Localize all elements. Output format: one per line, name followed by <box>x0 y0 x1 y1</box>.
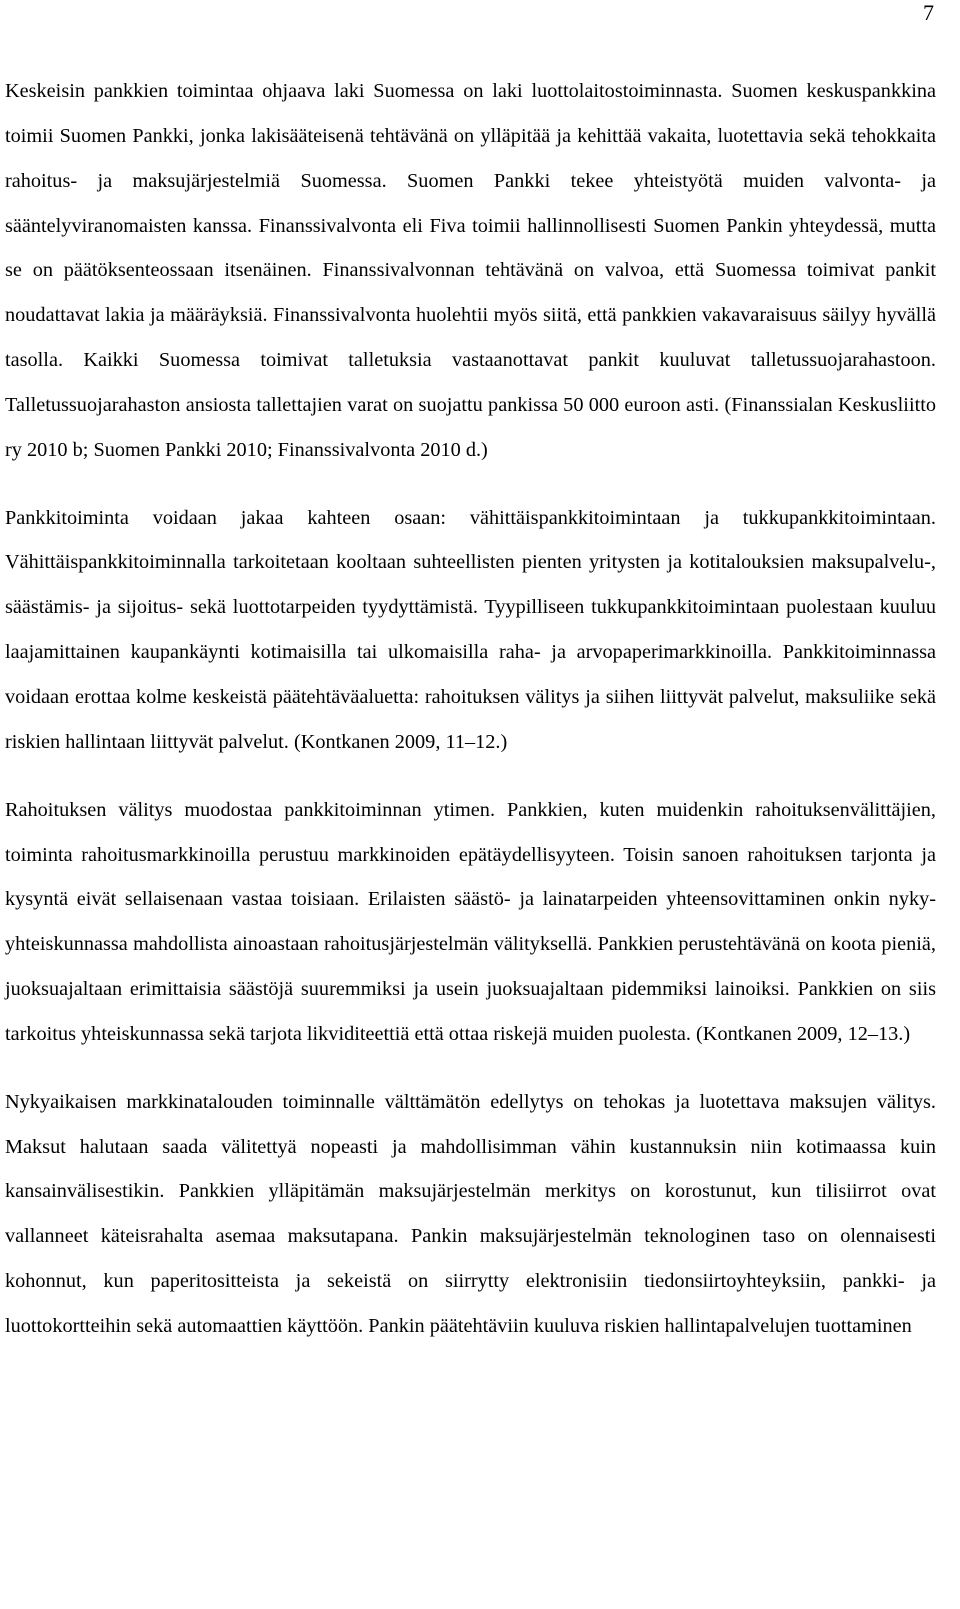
paragraph-payment-transfer: Nykyaikaisen markkinatalouden toiminnalle välttämätön edellytys on tehokas ja luotettava maksujen välitys. Maksut halutaan saada välitettyä nopeasti ja mahdollisimman vähin kustannuksin niin kotimaassa kuin kansainvälisestikin. Pankkien ylläpitämän maksujärjestelmän merkitys on korostunut, kun tilisiirrot ovat vallanneet käteisrahalta asemaa maksutapana. Pankin maksujärjestelmän teknologinen taso on olennaisesti kohonnut, kun paperitositteista ja sekeistä on siirrytty elektronisiin tiedonsiirtoyhteyksiin, pankki- ja luottokortteihin sekä automaattien käyttöön. Pankin päätehtäviin kuuluva riskien hallintapalvelujen tuottaminen <box>5 1090 936 1337</box>
paragraph-banking-types: Pankkitoiminta voidaan jakaa kahteen osaan: vähittäispankkitoimintaan ja tukkupankkitoimintaan. Vähittäispankkitoiminnalla tarkoitetaan kooltaan suhteellisten pienten yritysten ja kotitalouksien maksupalvelu-, säästämis- ja sijoitus- sekä luottotarpeiden tyydyttämistä. Tyypilliseen tukkupankkitoimintaan puolestaan kuuluu laajamittainen kaupankäynti kotimaisilla tai ulkomaisilla raha- ja arvopaperimarkkinoilla. Pankkitoiminnassa voidaan erottaa kolme keskeistä päätehtäväaluetta: rahoituksen välitys ja siihen liittyvät palvelut, maksuliike sekä riskien hallintaan liittyvät palvelut. (Kontkanen 2009, 11–12.) <box>5 506 936 753</box>
page-number: 7 <box>923 0 934 25</box>
paragraph-banking-law: Keskeisin pankkien toimintaa ohjaava laki Suomessa on laki luottolaitostoiminnasta. Suomen keskuspankkina toimii Suomen Pankki, jonka lakisääteisenä tehtävänä on ylläpitää ja kehittää vakaita, luotettavia sekä tehokkaita rahoitus- ja maksujärjestelmiä Suomessa. Suomen Pankki tekee yhteistyötä muiden valvonta- ja sääntelyviranomaisten kanssa. Finanssivalvonta eli Fiva toimii hallinnollisesti Suomen Pankin yhteydessä, mutta se on päätöksenteossaan itsenäinen. Finanssivalvonnan tehtävänä on valvoa, että Suomessa toimivat pankit noudattavat lakia ja määräyksiä. Finanssivalvonta huolehtii myös siitä, että pankkien vakavaraisuus säilyy hyvällä tasolla. Kaikki Suomessa toimivat talletuksia vastaanottavat pankit kuuluvat talletussuojarahastoon. Talletussuojarahaston ansiosta tallettajien varat on suojattu pankissa 50 000 euroon asti. (Finanssialan Keskusliitto ry 2010 b; Suomen Pankki 2010; Finanssivalvonta 2010 d.) <box>5 80 936 461</box>
paragraph-financial-intermediation: Rahoituksen välitys muodostaa pankkitoiminnan ytimen. Pankkien, kuten muidenkin rahoituksenvälittäjien, toiminta rahoitusmarkkinoilla perustuu markkinoiden epätäydellisyyteen. Toisin sanoen rahoituksen tarjonta ja kysyntä eivät sellaisenaan vastaa toisiaan. Erilaisten säästö- ja lainatarpeiden yhteensovittaminen onkin nyky-yhteiskunnassa mahdollista ainoastaan rahoitusjärjestelmän välityksellä. Pankkien perustehtävänä on koota pieniä, juoksuajaltaan erimittaisia säästöjä suuremmiksi ja usein juoksuajaltaan pidemmiksi lainoiksi. Pankkien on siis tarkoitus yhteiskunnassa sekä tarjota likviditeettiä että ottaa riskejä muiden puolesta. (Kontkanen 2009, 12–13.) <box>5 798 936 1045</box>
body-text <box>5 69 936 1372</box>
